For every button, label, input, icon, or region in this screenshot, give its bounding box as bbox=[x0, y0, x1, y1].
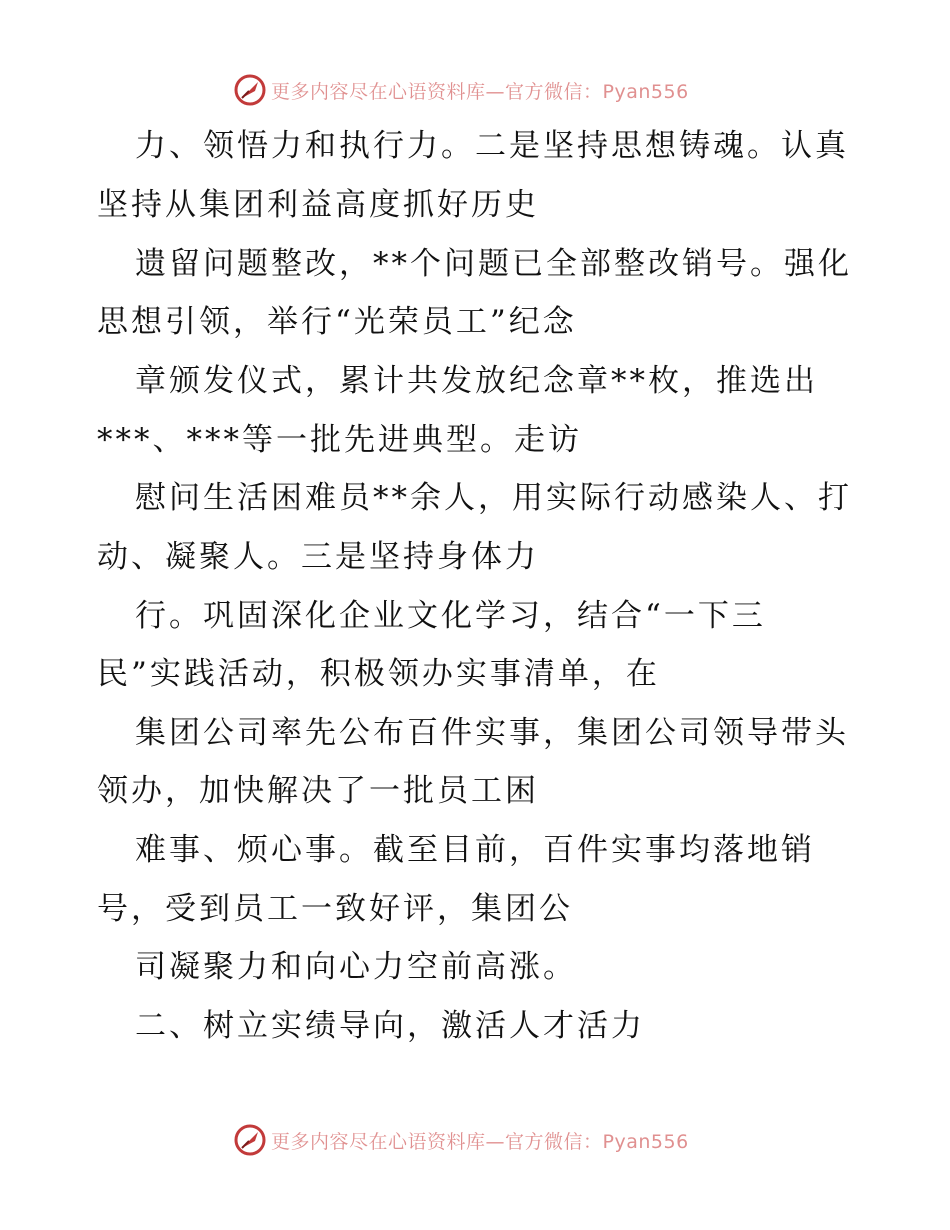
text-line: 动、凝聚人。三是坚持身体力 bbox=[97, 539, 539, 575]
text-line: 思想引领，举行“光荣员工”纪念 bbox=[97, 304, 577, 340]
text-line: 领办，加快解决了一批员工困 bbox=[97, 773, 539, 809]
text-line: 难事、烦心事。截至目前，百件实事均落地销 bbox=[135, 832, 815, 868]
text-line: 行。巩固深化企业文化学习，结合“一下三 bbox=[135, 598, 766, 634]
quill-logo-icon bbox=[233, 1123, 267, 1157]
text-line: 民”实践活动，积极领办实事清单，在 bbox=[97, 656, 660, 692]
text-line: ***、***等一批先进典型。走访 bbox=[97, 422, 582, 458]
text-line: 力、领悟力和执行力。二是坚持思想铸魂。认真 bbox=[135, 128, 849, 164]
text-line: 司凝聚力和向心力空前高涨。 bbox=[135, 949, 577, 985]
text-line: 慰问生活困难员**余人，用实际行动感染人、打 bbox=[135, 480, 852, 516]
watermark-text: 更多内容尽在心语资料库—官方微信：Pyan556 bbox=[271, 80, 689, 103]
text-line: 号，受到员工一致好评，集团公 bbox=[97, 891, 573, 927]
section-heading: 二、树立实绩导向，激活人才活力 bbox=[135, 1008, 645, 1044]
watermark-text: 更多内容尽在心语资料库—官方微信：Pyan556 bbox=[271, 1130, 689, 1153]
header-watermark bbox=[233, 72, 689, 108]
quill-logo-icon bbox=[233, 73, 267, 107]
text-line: 集团公司率先公布百件实事，集团公司领导带头 bbox=[135, 715, 849, 751]
text-line: 章颁发仪式，累计共发放纪念章**枚，推选出 bbox=[135, 363, 818, 399]
footer-watermark bbox=[233, 1122, 689, 1158]
text-line: 坚持从集团利益高度抓好历史 bbox=[97, 187, 539, 223]
text-line: 遗留问题整改，**个问题已全部整改销号。强化 bbox=[135, 246, 852, 282]
